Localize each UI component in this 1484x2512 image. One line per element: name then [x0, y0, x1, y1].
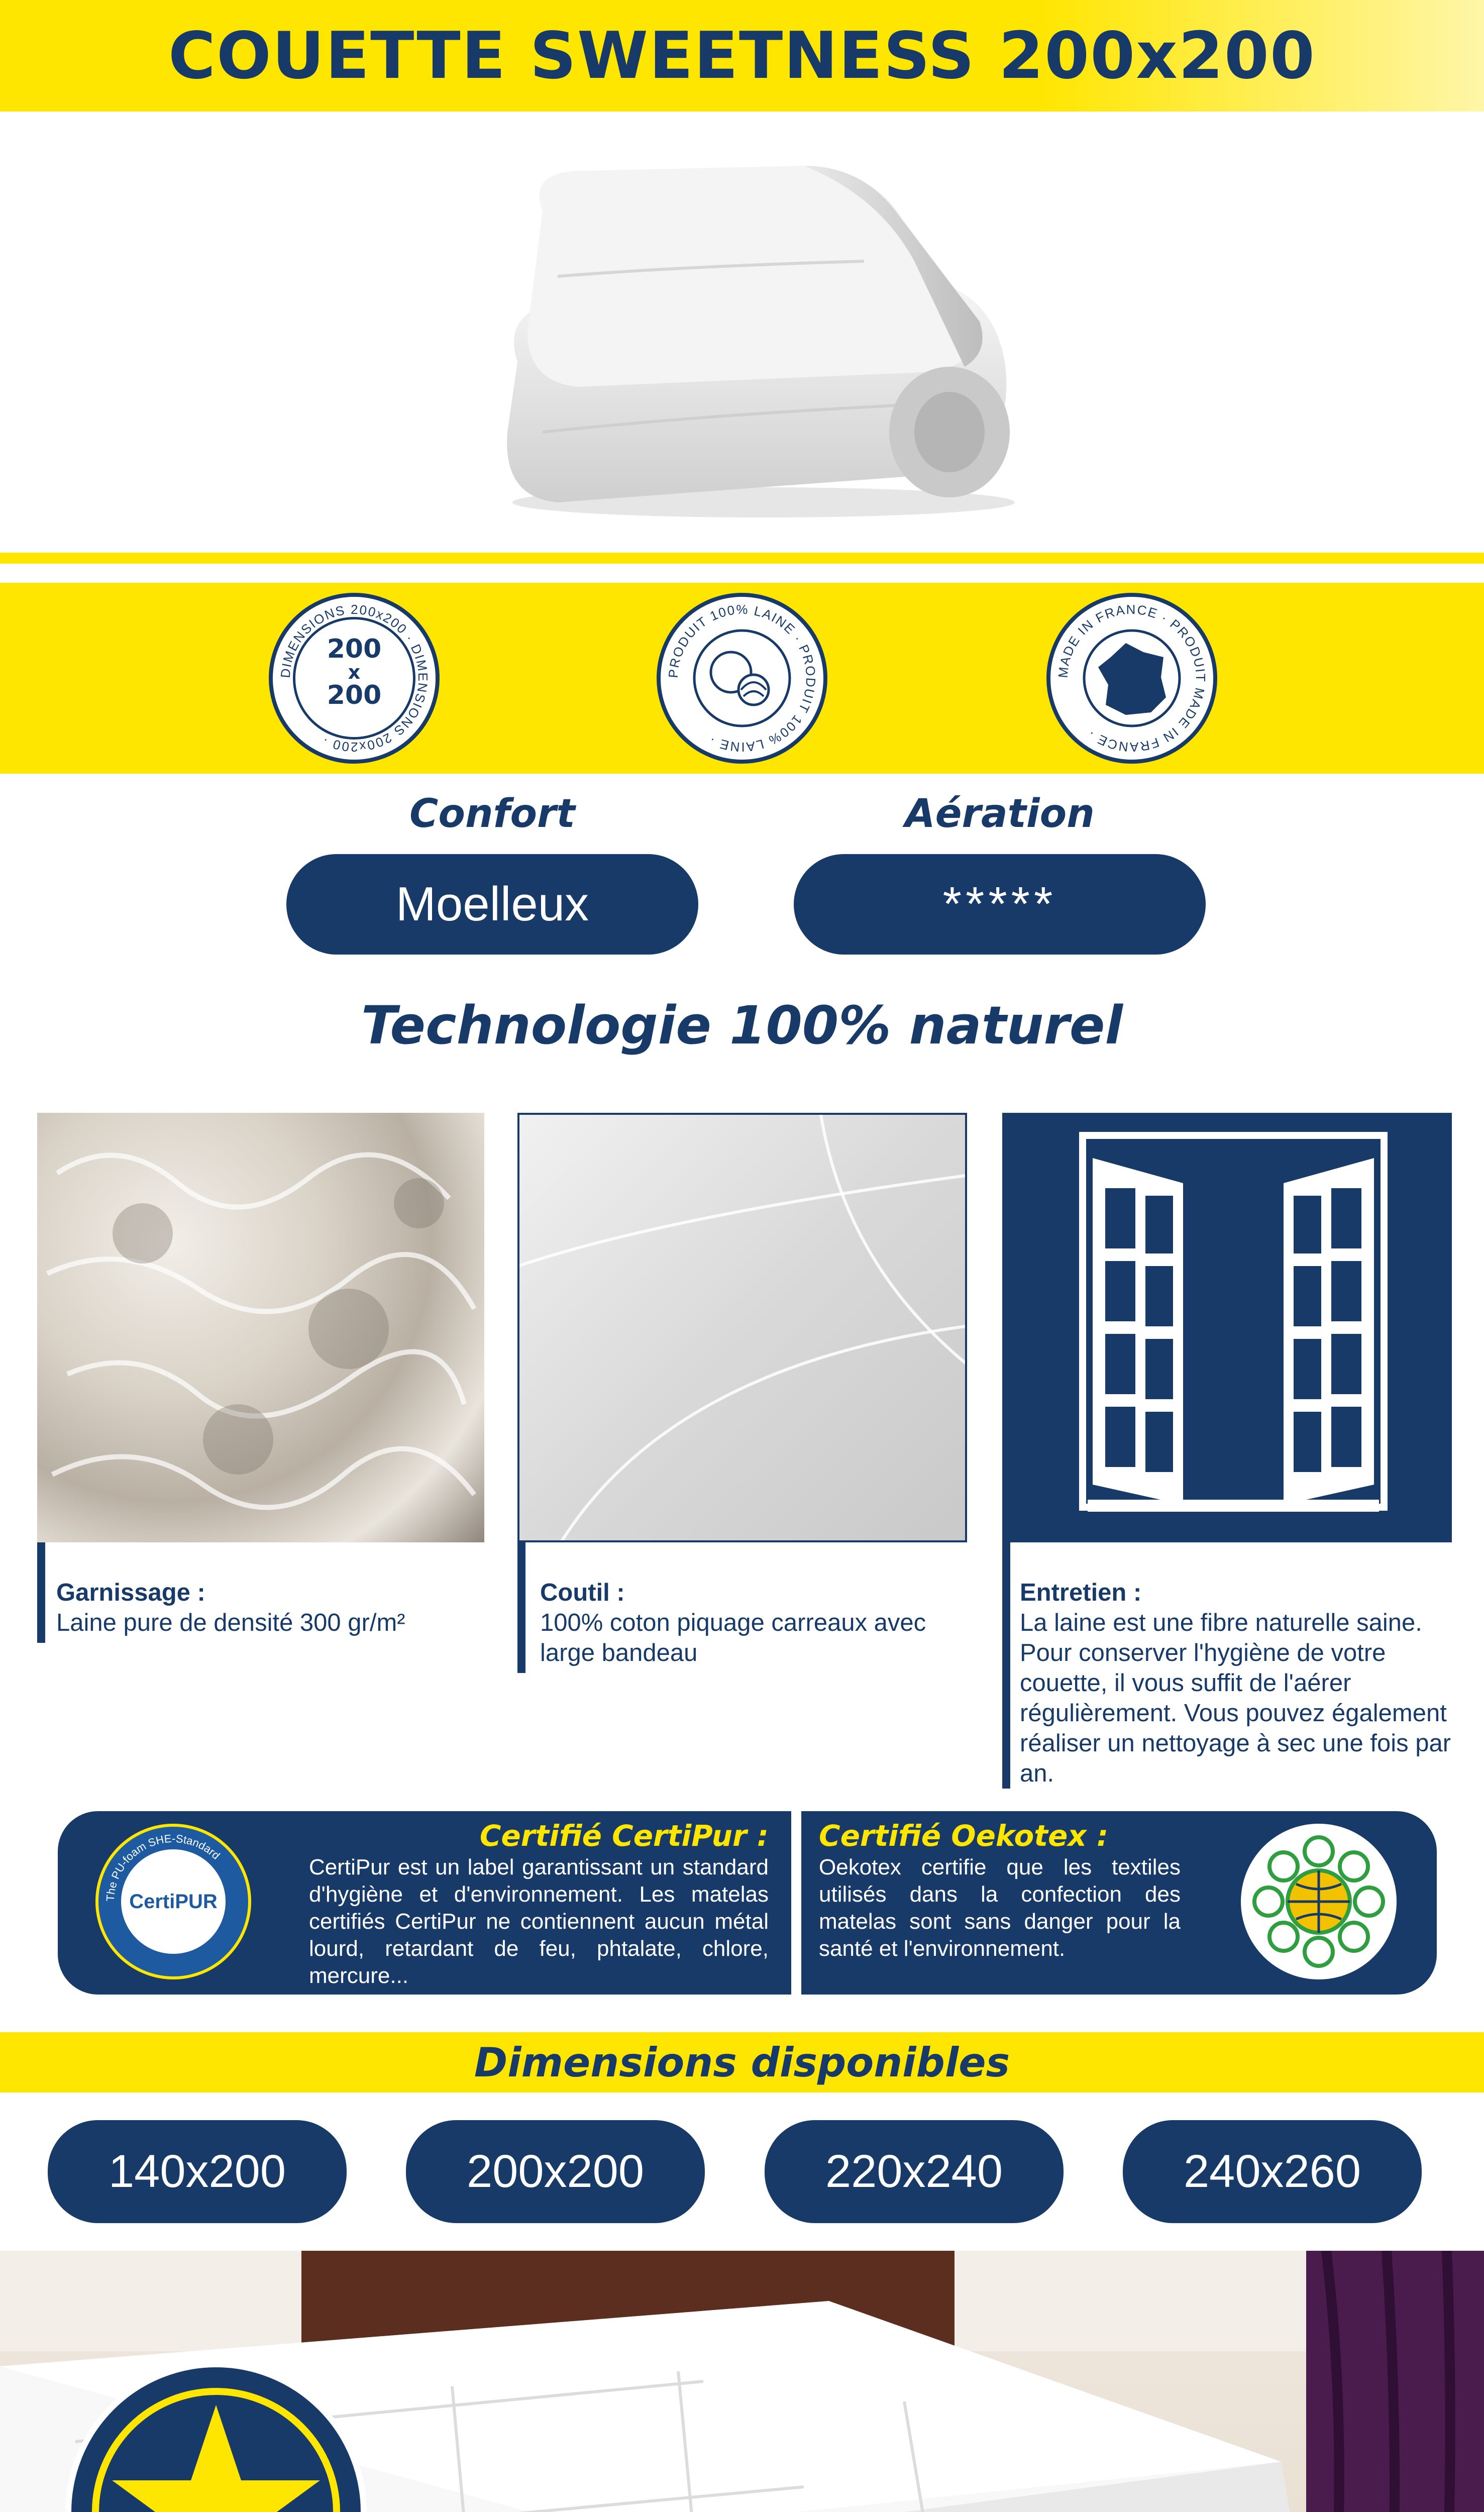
feature-bar: [1002, 1542, 1010, 1789]
aeration-value-pill: *****: [794, 854, 1206, 955]
coutil-image: [517, 1113, 967, 1542]
feature-entretien-title: Entretien :: [1020, 1579, 1142, 1606]
aeration-label: Aération: [905, 791, 1095, 836]
feature-coutil-title: Coutil :: [540, 1579, 625, 1606]
size-140x200[interactable]: 140x200: [48, 2120, 347, 2223]
feature-entretien: [1020, 1578, 1472, 1789]
page-title: COUETTE SWEETNESS 200x200: [168, 18, 1316, 93]
dimensions-badge-icon: [269, 593, 440, 764]
dimensions-badge-ring: DIMENSIONS 200x200 · DIMENSIONS 200x200 ·: [277, 601, 431, 755]
technology-title: Technologie 100% naturel: [361, 995, 1123, 1056]
confort-label: Confort: [409, 791, 575, 836]
size-200x200[interactable]: 200x200: [406, 2120, 705, 2223]
oekotex-logo-icon: [1241, 1824, 1397, 1979]
certipur-title: Certifié CertiPur :: [479, 1819, 769, 1853]
certipur-text: CertiPur est un label garantissant un standard d'hygiène et d'environnement. Les matelas certifiés CertiPur ne contiennent aucun métal lourd, retardant de feu, phtalate, chlore, mercure...: [309, 1855, 769, 1988]
certipur-logo: [95, 1824, 251, 1979]
wool-badge-icon: [657, 593, 827, 764]
oekotex-title: Certifié Oekotex :: [819, 1819, 1109, 1853]
feature-bar: [37, 1542, 45, 1643]
size-240x260[interactable]: 240x260: [1123, 2120, 1422, 2223]
open-window-icon: [1002, 1113, 1452, 1542]
certipur-ring-text: The PU-foam SHE-Standard: [103, 1832, 223, 1902]
comfort-star-badge: [65, 2361, 367, 2512]
france-badge-ring: MADE IN FRANCE · PRODUIT MADE IN FRANCE ·: [1055, 601, 1209, 755]
badge-dim-line2: x: [348, 661, 361, 683]
feature-garnissage: [56, 1578, 483, 1638]
wool-badge-ring: PRODUIT 100% LAINE · PRODUIT 100% LAINE ·: [665, 601, 819, 755]
wool-image: [37, 1113, 484, 1542]
size-220x240[interactable]: 220x240: [765, 2120, 1064, 2223]
separator-line: [0, 553, 1484, 564]
dimensions-title: Dimensions disponibles: [474, 2039, 1010, 2086]
feature-bar: [517, 1542, 525, 1673]
header-banner: [0, 0, 1484, 112]
feature-coutil: [540, 1578, 967, 1668]
made-in-france-badge-icon: [1046, 593, 1217, 764]
oekotex-text: Oekotex certifie que les textiles utilisés dans la confection des matelas sont sans danger pour la santé et l'environnement.: [819, 1855, 1181, 1961]
dimensions-band: [0, 2032, 1484, 2092]
feature-garnissage-title: Garnissage :: [56, 1579, 205, 1606]
feature-garnissage-text: Laine pure de densité 300 gr/m²: [56, 1609, 405, 1636]
star-icon: [71, 2367, 361, 2512]
feature-coutil-text: 100% coton piquage carreaux avec large bandeau: [540, 1609, 926, 1666]
confort-value-pill: Moelleux: [286, 854, 698, 955]
product-image: [482, 151, 1035, 522]
feature-entretien-text: La laine est une fibre naturelle saine. Pour conserver l'hygiène de votre couette, il vous suffit de l'aérer régulièrement. Vous pouvez également réaliser un nettoyage à sec une fois par an.: [1020, 1609, 1451, 1787]
window-image: [1002, 1113, 1452, 1542]
badge-dim-line1: 200: [327, 634, 382, 664]
certipur-logo-text: CertiPUR: [129, 1890, 218, 1913]
badge-dim-line3: 200: [327, 680, 382, 710]
